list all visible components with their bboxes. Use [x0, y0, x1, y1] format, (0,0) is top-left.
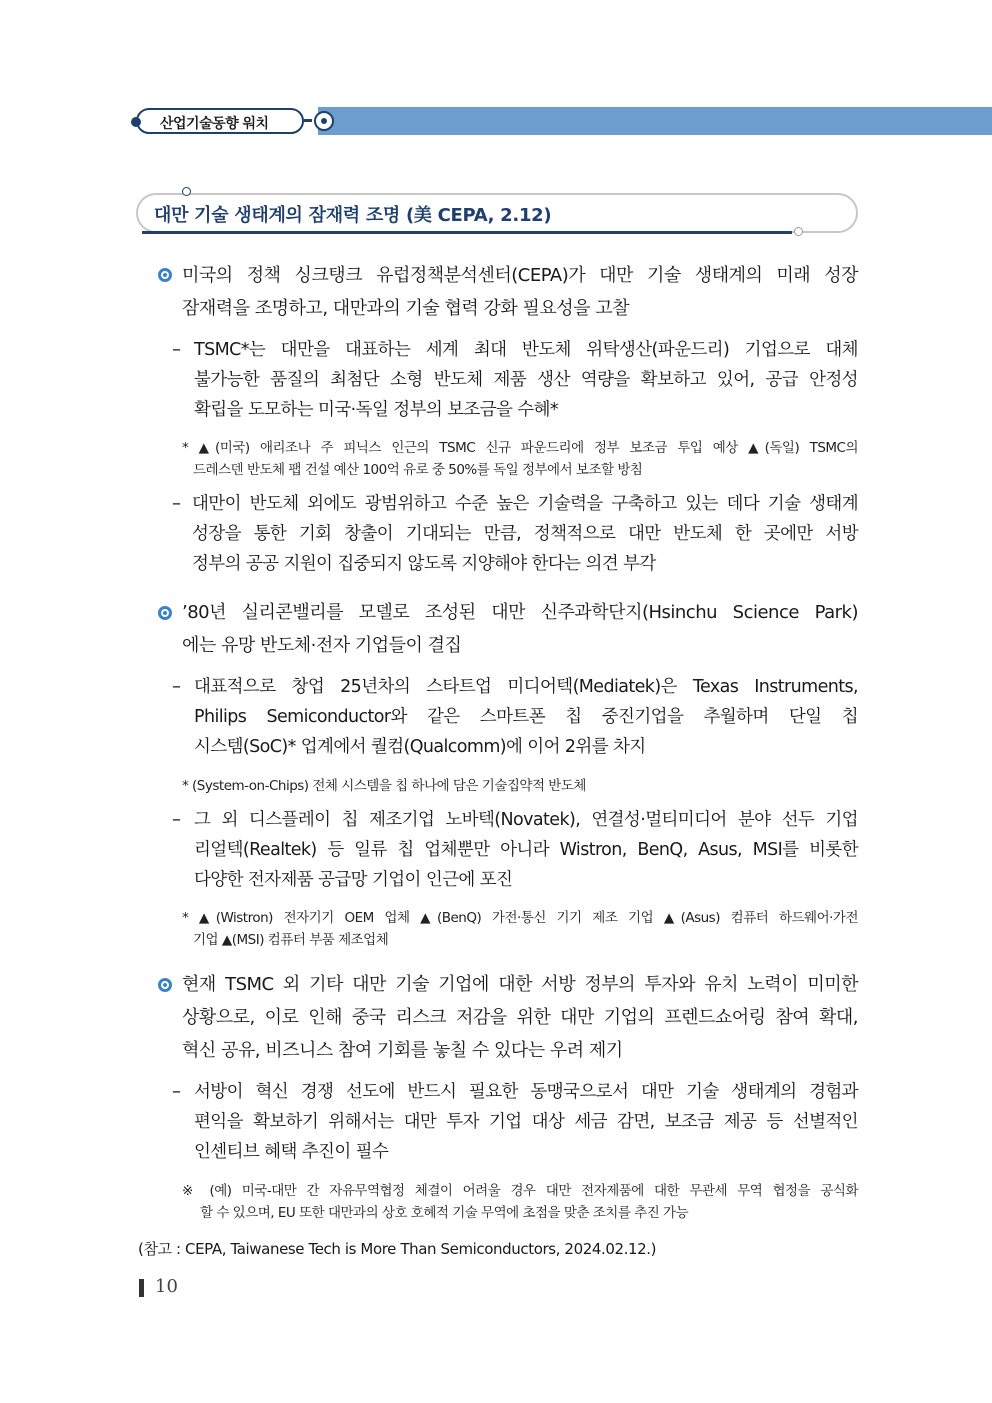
bullet-icon: [158, 606, 172, 620]
page-marker: [139, 1279, 144, 1297]
bullet-3: 현재 TSMC 외 기타 대만 기술 기업에 대한 서방 정부의 투자와 유치 노력이 미미한 상황으로, 이로 인해 중국 리스크 저감을 위한 대만 기업의 프렌드쇼어링 참여 확대, 혁신 공유, 비즈니스 참여 기회를 놓칠 수 있다는 우려 제기: [182, 974, 858, 1061]
bullet-2-sub-1: 대표적으로 창업 25년차의 스타트업 미디어텍(Mediatek)은 Texas Instruments, Philips Semiconductor와 같은 스마트폰 칩 중진기업을 추월하며 단일 칩 시스템(SoC)* 업계에서 퀄컴(Qualcomm)에 이어 2위를 차지: [194, 677, 858, 757]
header-band: [318, 107, 992, 135]
note-2: * (System-on-Chips) 전체 시스템을 칩 하나에 담은 기술집약적 반도체: [182, 778, 586, 794]
knob-icon: [182, 187, 191, 196]
bullet-2: ’80년 실리콘밸리를 모델로 조성된 대만 신주과학단지(Hsinchu Science Park) 에는 유망 반도체·전자 기업들이 결집: [182, 602, 858, 656]
bullet-1-sub-1: TSMC*는 대만을 대표하는 세계 최대 반도체 위탁생산(파운드리) 기업으로 대체 불가능한 품질의 최첨단 소형 반도체 제품 생산 역량을 확보하고 있어, 공급 안정성 확립을 도모하는 미국·독일 정부의 보조금을 수혜*: [194, 340, 858, 420]
note-1: * ▲(미국) 애리조나 주 피닉스 인근의 TSMC 신규 파운드리에 정부 보조금 투입 예상 ▲(독일) TSMC의 드레스덴 반도체 팹 건설 예산 100억 유로 중 50%를 독일 정부에서 보조할 방침: [182, 440, 858, 478]
dash-icon: –: [172, 676, 181, 697]
ring-dot-icon: [321, 118, 327, 124]
title-underline: [142, 231, 792, 234]
bullet-3-sub-1: 서방이 혁신 경쟁 선도에 반드시 필요한 동맹국으로서 대만 기술 생태계의 경험과 편익을 확보하기 위해서는 대만 투자 기업 대상 세금 감면, 보조금 제공 등 선별적인 인센티브 혜택 추진이 필수: [194, 1082, 858, 1162]
dash-icon: –: [172, 339, 181, 360]
knob-icon: [794, 227, 803, 236]
bullet-icon: [158, 268, 172, 282]
article-title: 대만 기술 생태계의 잠재력 조명 (美 CEPA, 2.12): [154, 205, 552, 226]
bullet-icon: [158, 978, 172, 992]
bullet-1-sub-2: 대만이 반도체 외에도 광범위하고 수준 높은 기술력을 구축하고 있는 데다 기술 생태계 성장을 통한 기회 창출이 기대되는 만큼, 정책적으로 대만 반도체 한 곳에만 서방 정부의 공공 지원이 집중되지 않도록 지양해야 한다는 의견 부각: [192, 494, 858, 574]
note-4: ※ (예) 미국-대만 간 자유무역협정 체결이 어려울 경우 대만 전자제품에 대한 무관세 무역 협정을 공식화 할 수 있으며, EU 또한 대만과의 상호 호혜적 기술 무역에 초점을 맞춘 조치를 추진 가능: [182, 1183, 858, 1221]
reference: (참고 : CEPA, Taiwanese Tech is More Than Semiconductors, 2024.02.12.): [138, 1240, 657, 1258]
note-3: * ▲(Wistron) 전자기기 OEM 업체 ▲(BenQ) 가전·통신 기기 제조 기업 ▲(Asus) 컴퓨터 하드웨어·가전 기업 ▲(MSI) 컴퓨터 부품 제조업체: [182, 910, 858, 948]
bullet-2-sub-2: 그 외 디스플레이 칩 제조기업 노바텍(Novatek), 연결성·멀티미디어 분야 선두 기업 리얼텍(Realtek) 등 일류 칩 업체뿐만 아니라 Wistron, BenQ, Asus, MSI를 비롯한 다양한 전자제품 공급망 기업이 인근에 포진: [194, 810, 858, 890]
bullet-1: 미국의 정책 싱크탱크 유럽정책분석센터(CEPA)가 대만 기술 생태계의 미래 성장 잠재력을 조명하고, 대만과의 기술 협력 강화 필요성을 고찰: [182, 265, 858, 319]
page-number: 10: [155, 1276, 178, 1297]
dash-icon: –: [172, 1081, 181, 1102]
pill-dot-icon: [131, 117, 141, 127]
connector: [304, 119, 312, 122]
section-label: 산업기술동향 워치: [160, 116, 269, 132]
dash-icon: –: [172, 809, 181, 830]
dash-icon: –: [172, 493, 181, 514]
